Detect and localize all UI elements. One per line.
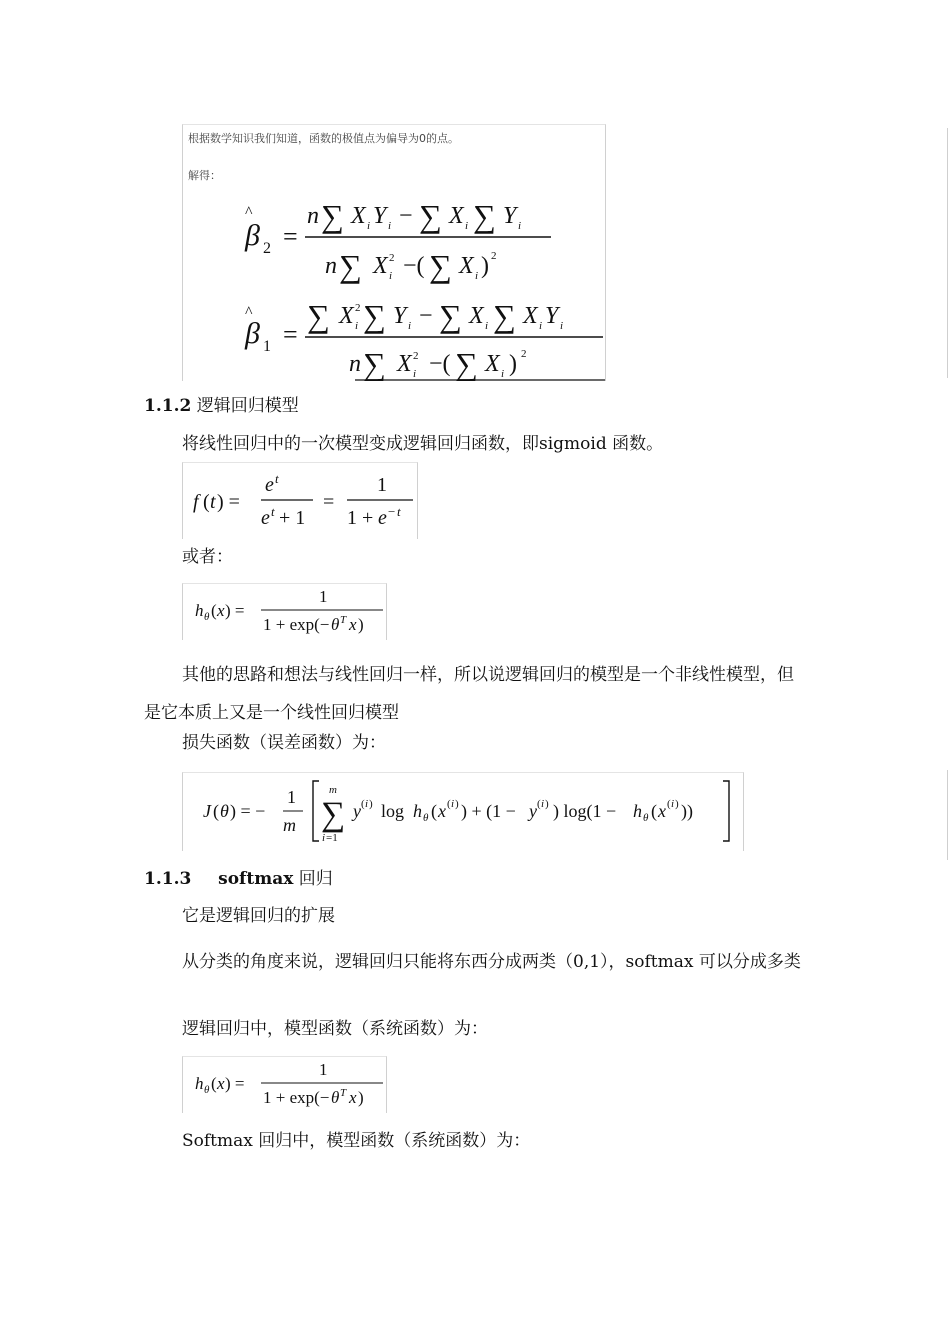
svg-text:2: 2 (355, 302, 361, 314)
svg-text:t: t (275, 471, 279, 486)
svg-text:i: i (355, 320, 359, 332)
svg-text:θ: θ (331, 615, 340, 634)
svg-text:): ) (509, 351, 517, 377)
page-edge-line (947, 770, 948, 860)
section-title-bold: softmax (218, 869, 294, 889)
svg-text:∑: ∑ (493, 298, 516, 334)
svg-text:1: 1 (377, 474, 387, 496)
svg-text:t: t (397, 504, 401, 519)
loss-label: 损失函数（误差函数）为： (182, 733, 386, 753)
svg-text:−: − (419, 303, 433, 329)
svg-text:(: ( (361, 798, 365, 810)
sigmoid-intro: 将线性回归中的一次模型变成逻辑回归函数，即sigmoid 函数。 (182, 434, 664, 454)
svg-text:(: ( (537, 798, 541, 810)
hypothesis-formula-figure-2 (182, 1056, 387, 1113)
svg-text:^: ^ (245, 204, 253, 221)
svg-text:x: x (217, 1074, 225, 1093)
svg-text:∑: ∑ (307, 298, 330, 334)
svg-text:) =: ) = (217, 491, 240, 513)
svg-text:X: X (485, 351, 500, 377)
svg-text:h: h (195, 1074, 204, 1093)
svg-text:=: = (283, 320, 298, 349)
or-label: 或者： (182, 547, 233, 567)
svg-text:∑: ∑ (429, 248, 452, 284)
svg-text:θ: θ (423, 812, 429, 824)
softmax-model-label: Softmax 回归中，模型函数（系统函数）为： (182, 1131, 531, 1151)
svg-text:i: i (413, 368, 417, 380)
svg-text:(: ( (211, 1074, 217, 1093)
sigmoid-formula-figure (182, 462, 418, 539)
svg-text:θ: θ (220, 801, 229, 821)
svg-text:θ: θ (643, 812, 649, 824)
ols-note: 根据数学知识我们知道，函数的极值点为偏导为0的点。 (188, 132, 459, 145)
svg-text:i: i (389, 270, 393, 282)
svg-text:∑: ∑ (321, 796, 346, 833)
svg-text:i: i (541, 798, 545, 810)
svg-text:(: ( (447, 798, 451, 810)
svg-text:Y: Y (393, 303, 407, 329)
svg-text:h: h (413, 801, 422, 821)
svg-text:n: n (325, 253, 337, 279)
svg-text:i: i (485, 320, 489, 332)
ols-equations (183, 125, 605, 381)
section-number: 1.1.2 (144, 396, 192, 416)
svg-text:1: 1 (263, 338, 271, 355)
svg-text:m: m (329, 784, 337, 796)
svg-text:(: ( (431, 801, 437, 821)
svg-text:(: ( (651, 801, 657, 821)
svg-text:): ) (369, 798, 373, 810)
svg-text:∑: ∑ (363, 298, 386, 334)
svg-text:−(: −( (429, 351, 451, 377)
svg-text:1: 1 (319, 587, 328, 606)
svg-text:β: β (245, 317, 260, 350)
svg-text:β: β (245, 219, 260, 252)
svg-text:)): )) (681, 801, 693, 821)
svg-text:1 + exp(−: 1 + exp(− (263, 615, 330, 634)
section-heading-1-1-2 (144, 395, 299, 417)
svg-text:i: i (408, 320, 412, 332)
svg-text:X: X (373, 253, 388, 279)
svg-text:1 +: 1 + (347, 507, 374, 529)
svg-text:i: i (367, 220, 371, 232)
svg-text:x: x (658, 801, 666, 821)
svg-text:∑: ∑ (439, 298, 462, 334)
svg-text:X: X (469, 303, 484, 329)
svg-text:2: 2 (413, 350, 419, 362)
svg-text:1: 1 (319, 1060, 328, 1079)
svg-text:(: ( (667, 798, 671, 810)
svg-text:^: ^ (245, 304, 253, 321)
svg-text:x: x (349, 615, 357, 634)
svg-text:log: log (381, 801, 405, 821)
svg-text:x: x (438, 801, 446, 821)
svg-text:i: i (671, 798, 675, 810)
svg-text:(: ( (203, 491, 210, 513)
svg-text:e: e (261, 507, 270, 529)
svg-text:y: y (353, 801, 361, 821)
svg-text:2: 2 (389, 252, 395, 264)
svg-text:i: i (465, 220, 469, 232)
svg-text:2: 2 (263, 240, 271, 257)
logistic-model-label: 逻辑回归中，模型函数（系统函数）为： (182, 1019, 488, 1039)
svg-text:∑: ∑ (419, 198, 442, 234)
hypothesis-equation-2 (183, 1057, 386, 1113)
svg-text:): ) (545, 798, 549, 810)
softmax-extension: 它是逻辑回归的扩展 (182, 906, 335, 926)
sigmoid-equation (183, 463, 417, 539)
page-edge-line (947, 128, 948, 378)
svg-text:=1: =1 (326, 832, 338, 844)
svg-text:i: i (560, 320, 564, 332)
svg-text:2: 2 (521, 348, 527, 360)
svg-text:X: X (523, 303, 538, 329)
svg-text:): ) (358, 1088, 364, 1107)
svg-text:x: x (349, 1088, 357, 1107)
svg-text:): ) (481, 253, 489, 279)
ols-formula-figure (182, 124, 606, 381)
svg-text:Y: Y (545, 303, 559, 329)
svg-text:) log(1 −: ) log(1 − (553, 801, 617, 821)
svg-text:(: ( (213, 801, 219, 821)
svg-text:i: i (539, 320, 543, 332)
svg-text:h: h (633, 801, 642, 821)
svg-text:−: − (399, 203, 413, 229)
svg-text:Y: Y (503, 203, 517, 229)
svg-text:−(: −( (403, 253, 425, 279)
svg-text:i: i (365, 798, 369, 810)
svg-text:∑: ∑ (321, 198, 344, 234)
hypothesis-equation (183, 584, 386, 640)
svg-text:∑: ∑ (473, 198, 496, 234)
svg-text:X: X (459, 253, 474, 279)
svg-text:(: ( (211, 601, 217, 620)
svg-text:T: T (340, 614, 347, 626)
svg-text:i: i (451, 798, 455, 810)
svg-text:T: T (340, 1087, 347, 1099)
classification-paragraph: 从分类的角度来说，逻辑回归只能将东西分成两类（0,1），softmax 可以分成多类 (182, 952, 801, 972)
svg-text:1 + exp(−: 1 + exp(− (263, 1088, 330, 1107)
svg-text:i: i (475, 270, 479, 282)
svg-text:∑: ∑ (363, 346, 386, 381)
svg-text:i: i (322, 832, 326, 844)
svg-text:X: X (397, 351, 412, 377)
section-number: 1.1.3 (144, 869, 192, 889)
svg-text:) + (1 −: ) + (1 − (461, 801, 516, 821)
svg-text:1: 1 (287, 787, 296, 807)
svg-text:): ) (455, 798, 459, 810)
svg-text:=: = (283, 222, 298, 251)
loss-formula-figure (182, 772, 744, 851)
section-title-rest: 回归 (298, 869, 333, 889)
section-heading-1-1-3 (144, 868, 333, 890)
svg-text:): ) (358, 615, 364, 634)
svg-text:X: X (449, 203, 464, 229)
logistic-paragraph: 其他的思路和想法与线性回归一样，所以说逻辑回归的模型是一个非线性模型，但是它本质上又是一个线性回归模型 (144, 665, 794, 723)
svg-text:θ: θ (331, 1088, 340, 1107)
svg-text:X: X (339, 303, 354, 329)
svg-text:θ: θ (204, 1084, 210, 1096)
svg-text:n: n (349, 351, 361, 377)
svg-text:i: i (388, 220, 392, 232)
svg-text:2: 2 (491, 250, 497, 262)
svg-text:t: t (271, 504, 275, 519)
svg-text:i: i (501, 368, 505, 380)
svg-text:Y: Y (373, 203, 387, 229)
svg-text:∑: ∑ (339, 248, 362, 284)
svg-text:−: − (388, 504, 396, 519)
svg-text:i: i (518, 220, 522, 232)
svg-text:e: e (378, 507, 387, 529)
svg-text:) =: ) = (225, 1074, 245, 1093)
section-title: 逻辑回归模型 (196, 396, 299, 416)
hypothesis-formula-figure (182, 583, 387, 640)
svg-text:t: t (210, 491, 216, 513)
svg-text:+ 1: + 1 (279, 507, 306, 529)
svg-text:x: x (217, 601, 225, 620)
svg-text:) = −: ) = − (230, 801, 266, 821)
svg-text:θ: θ (204, 611, 210, 623)
svg-text:J: J (203, 801, 211, 821)
svg-text:X: X (351, 203, 366, 229)
svg-text:f: f (193, 491, 199, 513)
svg-text:m: m (283, 815, 296, 835)
svg-text:) =: ) = (225, 601, 245, 620)
svg-text:h: h (195, 601, 204, 620)
svg-text:n: n (307, 203, 319, 229)
svg-text:=: = (323, 491, 335, 513)
svg-text:∑: ∑ (455, 346, 478, 381)
svg-text:): ) (675, 798, 679, 810)
ols-solve-label: 解得： (188, 169, 221, 182)
loss-equation (183, 773, 743, 851)
svg-text:y: y (529, 801, 537, 821)
svg-text:e: e (265, 474, 274, 496)
